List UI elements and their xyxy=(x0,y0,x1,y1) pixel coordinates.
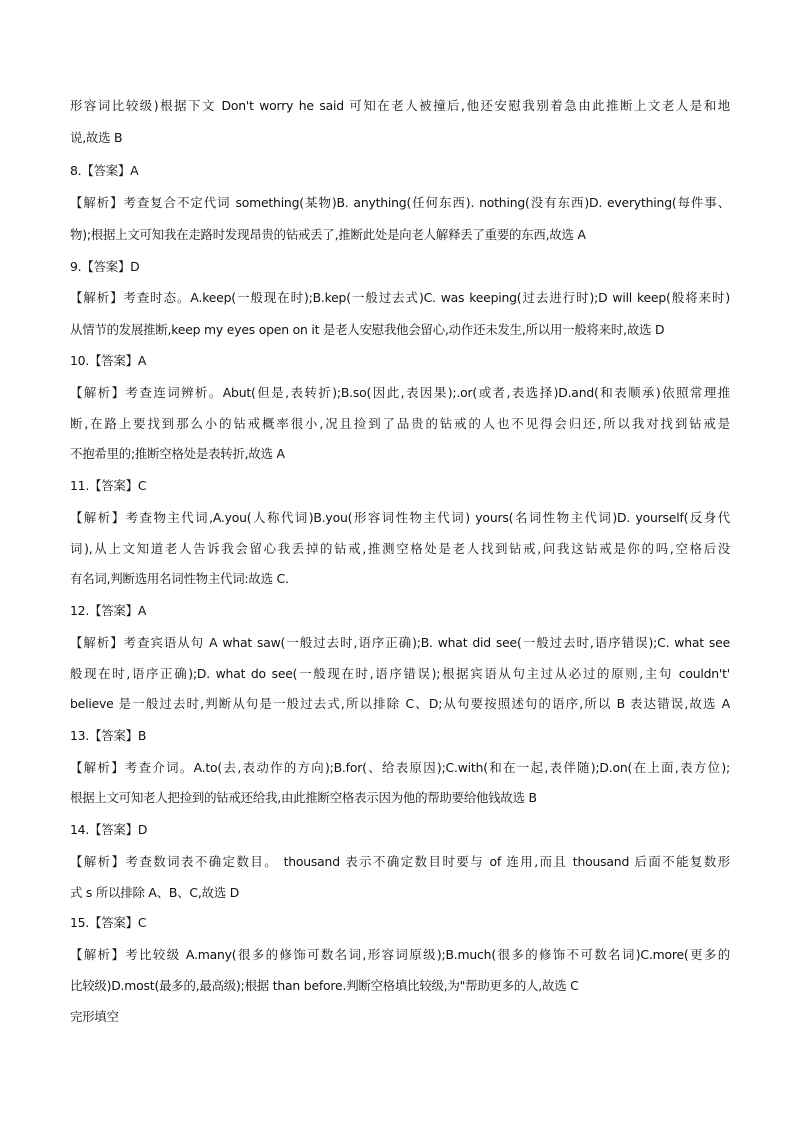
answer-9: 9.【答案】D xyxy=(70,259,140,274)
analysis-12-line-3: believe 是一般过去时,判断从句是一般过去式,所以排除 C、D;从句要按照述句的语序,所以 B 表达错误,故选 A xyxy=(70,696,730,711)
section-heading-cloze: 完形填空 xyxy=(70,1009,119,1024)
answer-15: 15.【答案】C xyxy=(70,915,147,930)
analysis-14-line-1: 【解析】考查数词表不确定数目。 thousand 表示不确定数目时要与 of 连用,而且 thousand 后面不能复数形 xyxy=(70,854,730,869)
analysis-10-line-1: 【解析】考查连词辨析。Abut(但是,表转折);B.so(因此,表因果);.or(或者,表选择)D.and(和表顺承)依照常理推 xyxy=(70,385,730,400)
analysis-11-line-1: 【解析】考查物主代词,A.you(人称代词)B.you(形容词性物主代词) yours(名词性物主代词)D. yourself(反身代 xyxy=(70,510,730,525)
analysis-12-line-2: 般现在时,语序正确);D. what do see(一般现在时,语序错误);根据宾语从句主过从必过的原则,主句 couldn't' xyxy=(70,666,730,681)
answer-10: 10.【答案】A xyxy=(70,353,147,368)
text-line-2: 说,故选 B xyxy=(70,130,123,145)
analysis-11-line-3: 有名词,判断选用名词性物主代词:故选 C. xyxy=(70,571,289,586)
analysis-9-line-1: 【解析】考查时态。A.keep(一般现在时);B.kep(一般过去式)C. was keeping(过去进行时);D will keep(般将来时) xyxy=(70,290,730,305)
analysis-8-line-2: 物);根据上文可知我在走路时发现昂贵的钻戒丢了,推断此处是向老人解释丢了重要的东西,故选 A xyxy=(70,227,586,242)
analysis-11-line-2: 词),从上文知道老人告诉我会留心我丢掉的钻戒,推测空格处是老人找到钻戒,问我这钻戒是你的吗,空格后没 xyxy=(70,541,730,556)
answer-12: 12.【答案】A xyxy=(70,603,147,618)
analysis-15-line-2: 比较级)D.most(最多的,最高级);根据 than before.判断空格填比较级,为"帮助更多的人,故选 C xyxy=(70,978,579,993)
answer-14: 14.【答案】D xyxy=(70,822,148,837)
answer-8: 8.【答案】A xyxy=(70,163,139,178)
answer-11: 11.【答案】C xyxy=(70,478,147,493)
text-line-1: 形容词比较级)根据下文 Don't worry he said 可知在老人被撞后,他还安慰我别着急由此推断上文老人是和地 xyxy=(70,98,730,113)
analysis-10-line-2: 断,在路上要找到那么小的钻戒概率很小,况且捡到了品贵的钻戒的人也不见得会归还,所以我对找到钻戒是 xyxy=(70,416,730,431)
analysis-12-line-1: 【解析】考查宾语从句 A what saw(一般过去时,语序正确);B. what did see(一般过去时,语序错误);C. what see xyxy=(70,635,730,650)
analysis-9-line-2: 从情节的发展推断,keep my eyes open on it 是老人安慰我他会留心,动作还未发生,所以用一般将来时,故选 D xyxy=(70,322,665,337)
analysis-8-line-1: 【解析】考查复合不定代词 something(某物)B. anything(任何东西). nothing(没有东西)D. everything(每件事、 xyxy=(70,195,730,210)
analysis-13-line-1: 【解析】考查介词。A.to(去,表动作的方向);B.for(、给表原因);C.with(和在一起,表伴随);D.on(在上面,表方位); xyxy=(70,760,730,775)
analysis-14-line-2: 式 s 所以排除 A、B、C,故选 D xyxy=(70,885,240,900)
analysis-15-line-1: 【解析】考比较级 A.many(很多的修饰可数名词,形容词原级);B.much(很多的修饰不可数名词)C.more(更多的 xyxy=(70,947,730,962)
answer-13: 13.【答案】B xyxy=(70,728,147,743)
analysis-10-line-3: 不抱希里的;推断空格处是表转折,故选 A xyxy=(70,446,285,461)
analysis-13-line-2: 根据上文可知老人把捡到的钻戒还给我,由此推断空格表示因为他的帮助要给他钱故选 B xyxy=(70,790,537,805)
